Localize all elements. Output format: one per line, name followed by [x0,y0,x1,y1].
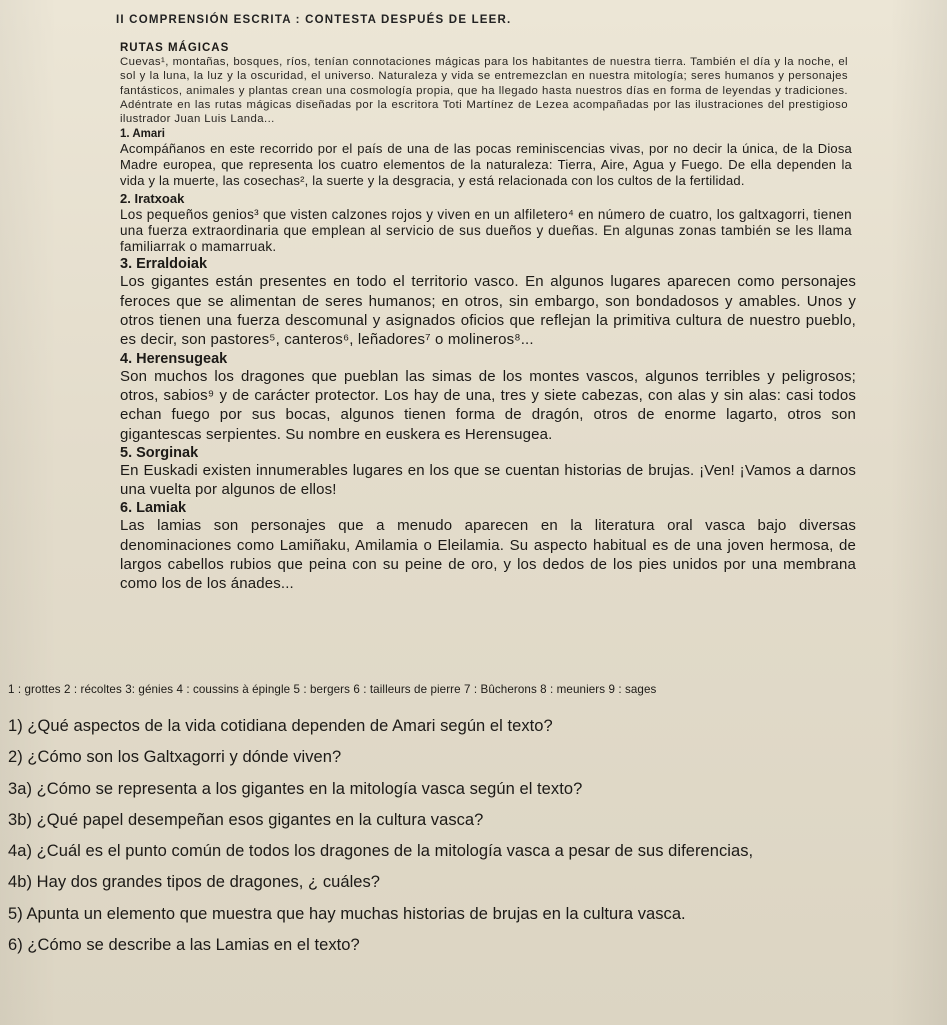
section-text: Acompáñanos en este recorrido por el país de una de las pocas reminiscencias vivas, por no decir la única, de la Diosa Madre europea, que representa los cuatro elementos de la naturaleza: Tierra, Aire, Agua y Fuego. De ella dependen la vida y la muerte, las cosechas², la suerte y la desgracia, y está relacionada con los cultos de la fertilidad. [120,141,852,189]
section-heading: 3. Erraldoiak [120,256,208,273]
question-item: 2) ¿Cómo son los Galtxagorri y dónde viven? [8,748,342,767]
question-list [8,716,838,966]
section-heading: 5. Sorginak [120,444,199,461]
section-erraldoiak [108,256,938,349]
section-text: Los gigantes están presentes en todo el territorio vasco. En algunos lugares aparecen como personajes feroces que se alimentan de seres humanos; en otros, sin embargo, son bondadosos y amables. Unos y otros tienen una fuerza descomunal y asignados oficios que reflejan la primitiva cultura de nuestro pueblo, es decir, son pastores⁵, canteros⁶, leñadores⁷ o molineros⁸... [120,273,856,349]
exercise-heading: II COMPRENSIÓN ESCRITA : CONTESTA DESPUÉS DE LEER. [116,14,512,26]
section-text: Los pequeños genios³ que visten calzones rojos y viven en un alfiletero⁴ en número de cuatro, los galtxagorri, tienen una fuerza extraordinaria que emplean al servicio de sus dueños y dueñas. En algunas zonas también se les llama familiarrak o mamarruak. [120,207,852,255]
question-item: 1) ¿Qué aspectos de la vida cotidiana dependen de Amari según el texto? [8,717,553,735]
section-text: Son muchos los dragones que pueblan las simas de los montes vascos, algunos terribles y peligrosos; otros, sabios⁹ y de carácter protector. Los hay de una, tres y siete cabezas, con alas y sin alas: casi todos echan fuego por sus bocas, algunos tienen forma de dragón, otros de enorme lagarto, otros son gigantescas serpientes. Su nombre en euskera es Herensugea. [120,367,856,443]
section-text: Las lamias son personajes que a menudo aparecen en la literatura oral vasca bajo diversas denominaciones como Lamiñaku, Amilamia o Eleilamia. Su aspecto habitual es de una joven hermosa, de largos cabellos rubios que peina con su peine de oro, y los dedos de los pies unidos por una membrana como los de los ánades... [120,517,856,593]
question-item: 3a) ¿Cómo se representa a los gigantes en la mitología vasca según el texto? [8,779,583,798]
question-item: 5) Apunta un elemento que muestra que hay muchas historias de brujas en la cultura vasca. [8,904,686,923]
question-item: 3b) ¿Qué papel desempeñan esos gigantes en la cultura vasca? [8,810,484,829]
question-item: 4b) Hay dos grandes tipos de dragones, ¿ cuáles? [8,873,381,892]
worksheet-content [108,14,938,594]
section-sorginak [108,445,938,500]
section-heading: 4. Herensugeak [120,350,228,367]
section-lamiak [108,500,938,593]
question-item: 6) ¿Cómo se describe a las Lamias en el texto? [8,936,360,955]
section-heading: 6. Lamiak [120,500,187,517]
section-text: En Euskadi existen innumerables lugares en los que se cuentan historias de brujas. ¡Ven! ¡Vamos a darnos una vuelta por algunos de ellos! [120,461,856,499]
vocabulary-glossary: 1 : grottes 2 : récoltes 3: génies 4 : coussins à épingle 5 : bergers 6 : tailleurs de pierre 7 : Bûcherons 8 : meuniers 9 : sages [8,683,657,696]
reading-title: RUTAS MÁGICAS [120,42,230,54]
section-amari [108,128,938,189]
section-iratxoak [108,191,938,255]
section-herensugeak [108,351,938,444]
reading-intro: Cuevas¹, montañas, bosques, ríos, tenían connotaciones mágicas para los habitantes de nuestra tierra. También el día y la noche, el sol y la luna, la luz y la oscuridad, el universo. Naturaleza y vida se entremezclan en nuestra mitología; seres humanos y personajes fantásticos, animales y plantas crean una cosmología propia, que ha llegado hasta nuestros días en forma de leyendas y tradiciones. Adéntrate en las rutas mágicas diseñadas por la escritora Toti Martínez de Lezea acompañadas por las ilustraciones del prestigioso ilustrador Juan Luis Landa... [120,56,848,126]
section-heading: 1. Amari [120,128,165,141]
section-heading: 2. Iratxoak [120,191,185,207]
question-item: 4a) ¿Cuál es el punto común de todos los dragones de la mitología vasca a pesar de sus diferencias, [8,842,754,861]
